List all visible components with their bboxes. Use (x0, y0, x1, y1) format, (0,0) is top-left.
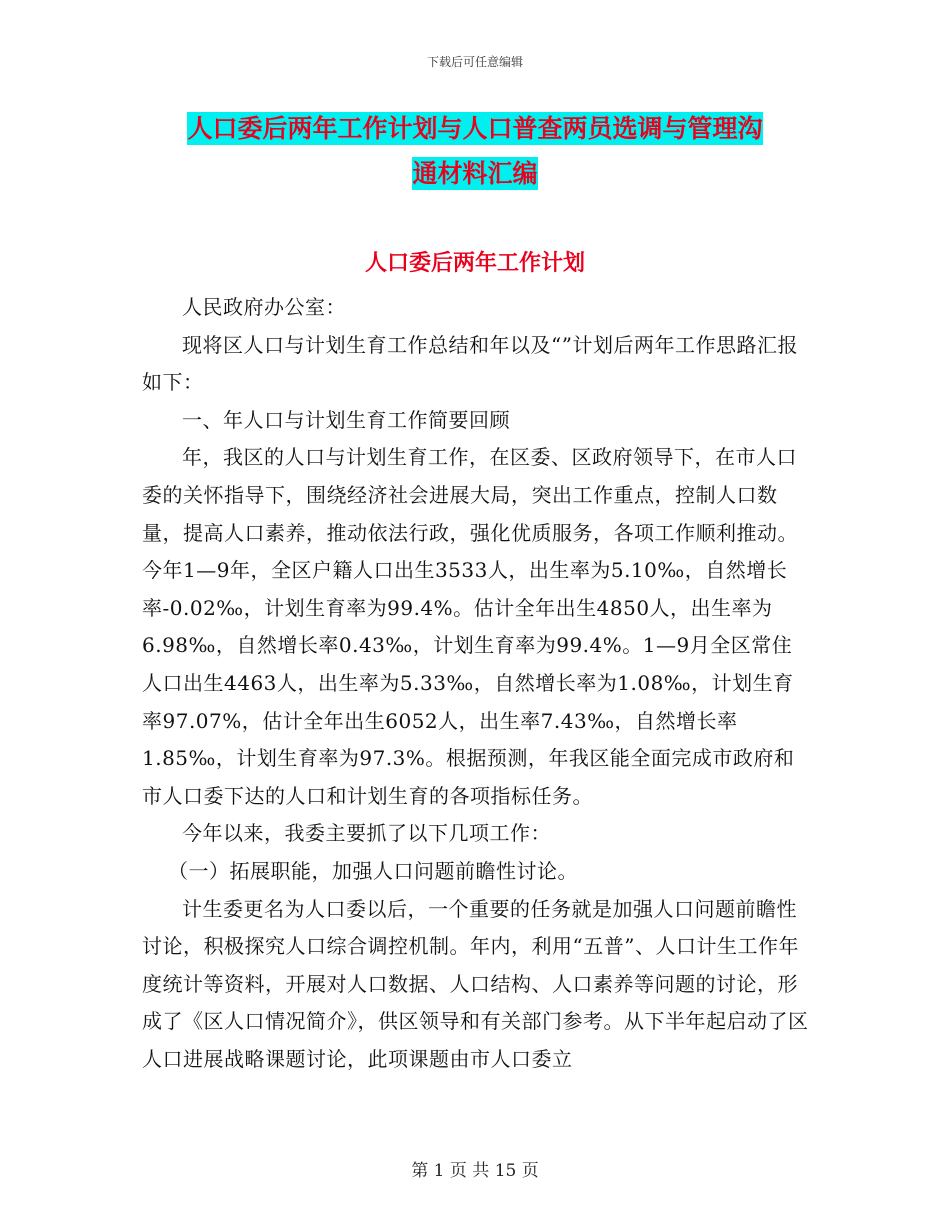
research-paragraph: 计生委更名为人口委以后，一个重要的任务就是加强人口问题前瞻性讨论，积极探究人口综合调控机制。年内，利用“五普”、人口计生工作年度统计等资料，开展对人口数据、人口结构、人口素养等问题的讨论，形成了《区人口情况简介》，供区领导和有关部门参考。从下半年起启动了区人口进展战略课题讨论，此项课题由市人口委立 (142, 896, 809, 1071)
salutation-paragraph: 人民政府办公室： (182, 295, 346, 319)
section-title: 人口委后两年工作计划 (364, 250, 585, 276)
header-note: 下载后可任意编辑 (426, 55, 523, 69)
intro-paragraph: 现将区人口与计划生育工作总结和年以及“”计划后两年工作思路汇报如下： (142, 332, 798, 395)
page-number: 第 1 页 共 15 页 (411, 1161, 539, 1181)
document-title-line-1 (0, 110, 950, 148)
document-title-text-2: 通材料汇编 (412, 159, 538, 188)
document-body (142, 289, 810, 1078)
review-paragraph: 年，我区的人口与计划生育工作，在区委、区政府领导下，在市人口委的关怀指导下，围绕经济社会进展大局，突出工作重点，控制人口数量，提高人口素养，推动依法行政，强化优质服务，各项工作顺利推动。今年1—9年，全区户籍人口出生3533人，出生率为5.10‰，自然增长率-0.02‰，计划生育率为99.4%。估计全年出生4850人，出生率为6.98‰，自然增长率0.43‰，计划生育率为99.4%。1—9月全区常住人口出生4463人，出生率为5.33‰，自然增长率为1.08‰，计划生育率97.07%，估计全年出生6052人，出生率7.43‰，自然增长率1.85‰，计划生育率为97.3%。根据预测，年我区能全面完成市政府和市人口委下达的人口和计划生育的各项指标任务。 (142, 445, 798, 808)
subheading-1: （一）拓展职能，加强人口问题前瞻性讨论。 (168, 858, 578, 883)
work-intro-paragraph: 今年以来，我委主要抓了以下几项工作： (182, 821, 551, 846)
document-title-text-1: 人口委后两年工作计划与人口普查两员选调与管理沟 (187, 114, 763, 143)
document-title-line-2 (0, 155, 950, 193)
heading-review: 一、年人口与计划生育工作简要回顾 (182, 407, 510, 432)
